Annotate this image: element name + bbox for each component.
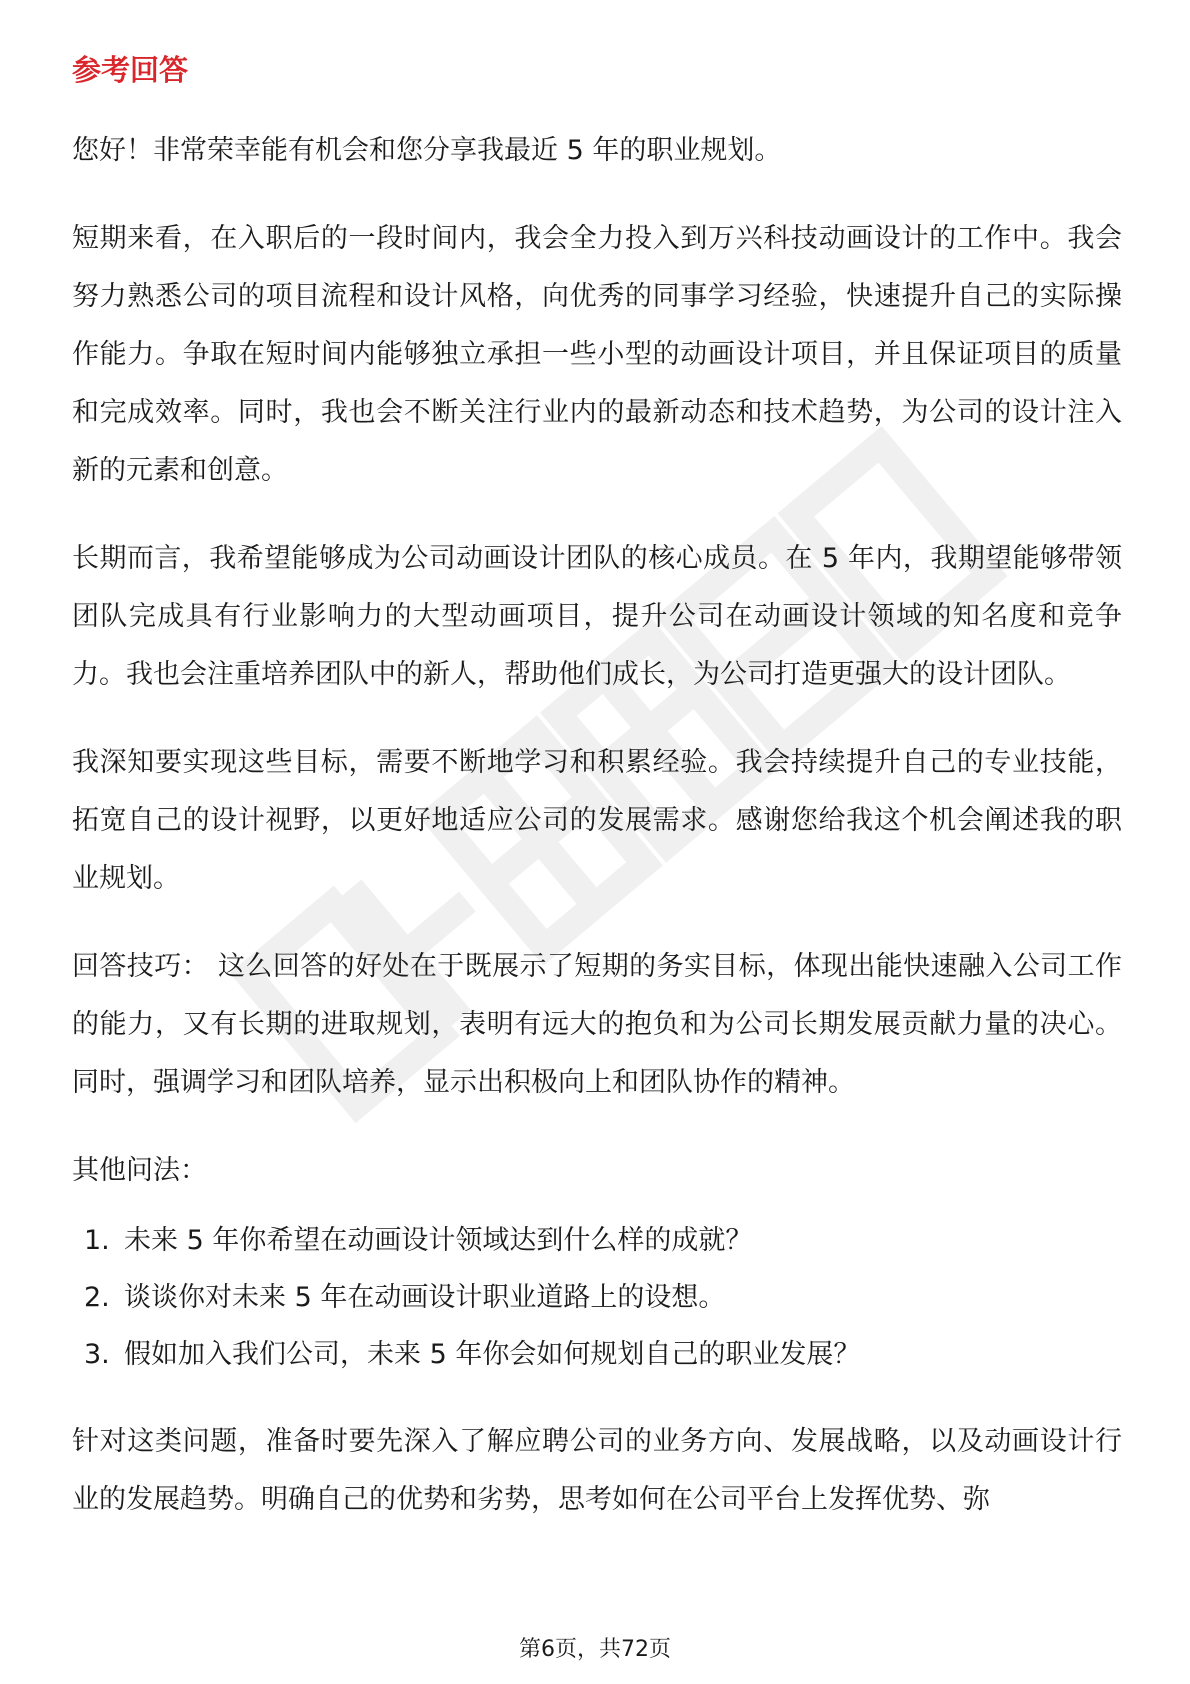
greeting-paragraph: 您好！非常荣幸能有机会和您分享我最近 5 年的职业规划。 [72,135,782,166]
list-item-text: 假如加入我们公司，未来 5 年你会如何规划自己的职业发展？ [124,1339,861,1370]
list-item-number: 2. [84,1282,110,1313]
section-heading: 参考回答 [72,53,189,87]
long-term-paragraph: 长期而言，我希望能够成为公司动画设计团队的核心成员。在 5 年内，我期望能够带领团队完成具有行业影响力的大型动画项目，提升公司在动画设计领域的知名度和竞争力。我也会注重培养团队中的新人，帮助他们成长，为公司打造更强大的设计团队。 [72,543,1122,690]
tips-paragraph: 回答技巧： 这么回答的好处在于既展示了短期的务实目标，体现出能快速融入公司工作的能力，又有长期的进取规划，表明有远大的抱负和为公司长期发展贡献力量的决心。同时，强调学习和团队培养，显示出积极向上和团队协作的精神。 [72,951,1122,1098]
list-item-number: 3. [84,1339,110,1370]
list-item-text: 未来 5 年你希望在动画设计领域达到什么样的成就？ [124,1225,753,1256]
list-item [72,1212,1122,1269]
closing-paragraph: 我深知要实现这些目标，需要不断地学习和积累经验。我会持续提升自己的专业技能，拓宽自己的设计视野，以更好地适应公司的发展需求。感谢您给我这个机会阐述我的职业规划。 [72,747,1122,894]
page-number-footer: 第6页，共72页 [519,1637,671,1662]
list-item [72,1269,1122,1326]
document-body [72,48,1122,1559]
other-questions-list [72,1212,1122,1383]
list-item-number: 1. [84,1225,110,1256]
advice-paragraph: 针对这类问题，准备时要先深入了解应聘公司的业务方向、发展战略，以及动画设计行业的发展趋势。明确自己的优势和劣势，思考如何在公司平台上发挥优势、弥 [72,1426,1122,1515]
other-questions-label: 其他问法： [72,1155,207,1186]
short-term-paragraph: 短期来看，在入职后的一段时间内，我会全力投入到万兴科技动画设计的工作中。我会努力熟悉公司的项目流程和设计风格，向优秀的同事学习经验，快速提升自己的实际操作能力。争取在短时间内能够独立承担一些小型的动画设计项目，并且保证项目的质量和完成效率。同时，我也会不断关注行业内的最新动态和技术趋势，为公司的设计注入新的元素和创意。 [72,223,1122,486]
list-item-text: 谈谈你对未来 5 年在动画设计职业道路上的设想。 [124,1282,726,1313]
list-item [72,1326,1122,1383]
